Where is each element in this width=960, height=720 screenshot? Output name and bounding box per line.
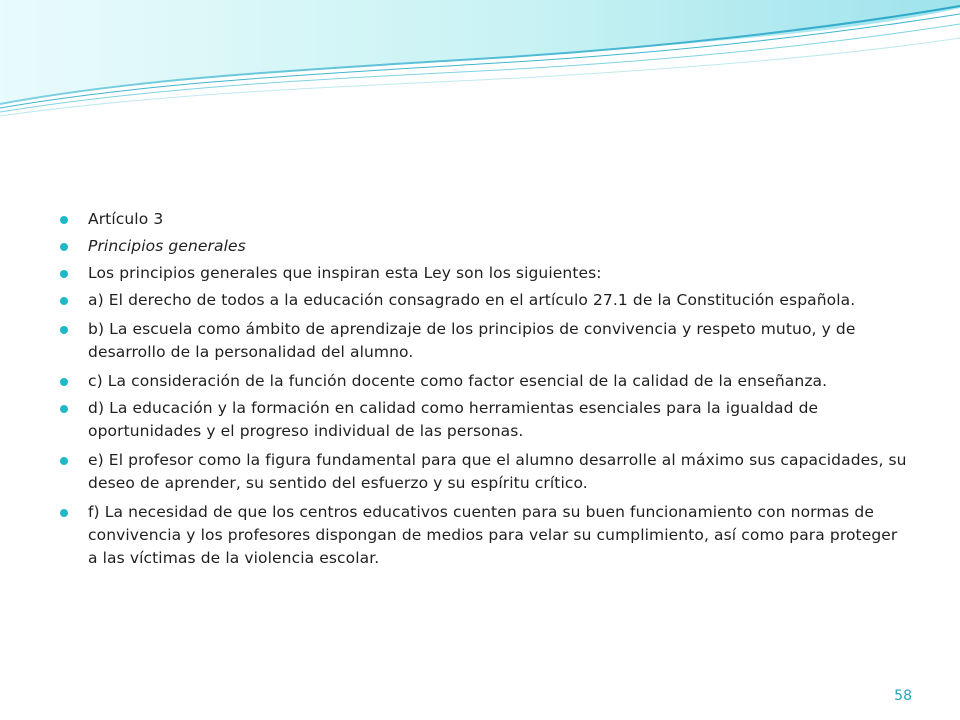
bullet-icon [60, 326, 68, 334]
bullet-icon [60, 297, 68, 305]
header-wave-decoration [0, 0, 960, 120]
intro-text: Los principios generales que inspiran esta Ley son los siguientes: [88, 264, 602, 282]
article-heading: Artículo 3 [88, 210, 164, 228]
list-item [60, 397, 908, 443]
list-item [60, 289, 908, 312]
list-item [60, 501, 908, 570]
bullet-icon [60, 405, 68, 413]
list-item [60, 370, 908, 393]
bullet-icon [60, 243, 68, 251]
principle-b: b) La escuela como ámbito de aprendizaje de los principios de convivencia y respeto mutuo, y de desarrollo de la personalidad del alumno. [88, 320, 856, 361]
bullet-icon [60, 509, 68, 517]
bullet-icon [60, 270, 68, 278]
bullet-icon [60, 378, 68, 386]
principle-a: a) El derecho de todos a la educación consagrado en el artículo 27.1 de la Constitución española. [88, 291, 856, 309]
page-number: 58 [894, 688, 912, 704]
list-item [60, 262, 908, 285]
list-item [60, 318, 908, 364]
list-item [60, 449, 908, 495]
principle-e: e) El profesor como la figura fundamental para que el alumno desarrolle al máximo sus capacidades, su deseo de aprender, su sentido del esfuerzo y su espíritu crítico. [88, 451, 907, 492]
list-item [60, 235, 908, 258]
content-area [60, 208, 908, 576]
section-title: Principios generales [88, 237, 246, 255]
bullet-icon [60, 216, 68, 224]
list-item [60, 208, 908, 231]
principle-f: f) La necesidad de que los centros educativos cuenten para su buen funcionamiento con normas de convivencia y los profesores dispongan de medios para velar su cumplimiento, así como para proteger a las víctimas de la violencia escolar. [88, 503, 898, 567]
principle-c: c) La consideración de la función docente como factor esencial de la calidad de la enseñanza. [88, 372, 828, 390]
bullet-icon [60, 457, 68, 465]
bullet-list [60, 208, 908, 570]
principle-d: d) La educación y la formación en calidad como herramientas esenciales para la igualdad de oportunidades y el progreso individual de las personas. [88, 399, 819, 440]
